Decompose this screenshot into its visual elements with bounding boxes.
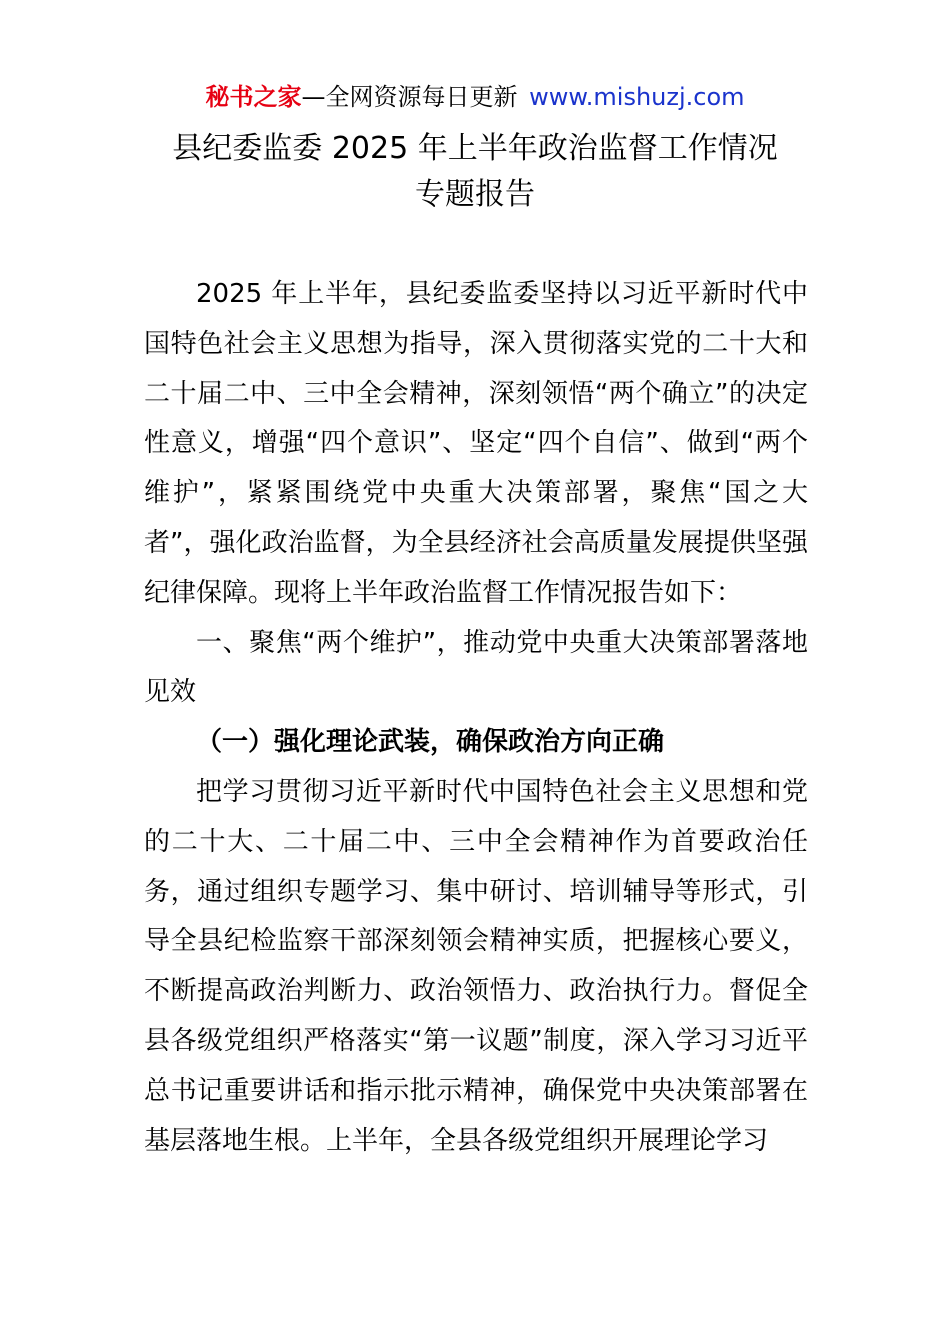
title-line-2: 专题报告 xyxy=(415,177,535,212)
title-line-1: 县纪委监委 2025 年上半年政治监督工作情况 xyxy=(172,131,778,166)
subsection-heading-1: （一）强化理论武装，确保政治方向正确 xyxy=(196,727,665,758)
brand-name: 秘书之家 xyxy=(205,83,302,111)
intro-paragraph: 2025 年上半年，县纪委监委坚持以习近平新时代中国特色社会主义思想为指导，深入贯彻落实党的二十大和二十届二中、三中全会精神，深刻领悟“两个确立”的决定性意义，增强“四个意识”、坚定“四个自信”、做到“两个维护”，紧紧围绕党中央重大决策部署，聚焦“国之大者”，强化政治监督，为全县经济社会高质量发展提供坚强纪律保障。现将上半年政治监督工作情况报告如下： xyxy=(144,279,808,608)
site-watermark-header xyxy=(0,80,950,114)
document-body xyxy=(144,270,808,1166)
section-heading-1: 一、聚焦“两个维护”，推动党中央重大决策部署落地见效 xyxy=(144,627,808,708)
site-url-link[interactable]: www.mishuzj.com xyxy=(529,83,745,111)
brand-tagline: —全网资源每日更新 xyxy=(301,83,518,111)
document-title xyxy=(0,126,950,218)
body-paragraph-2: 把学习贯彻习近平新时代中国特色社会主义思想和党的二十大、二十届二中、三中全会精神作为首要政治任务，通过组织专题学习、集中研讨、培训辅导等形式，引导全县纪检监察干部深刻领会精神实质，把握核心要义，不断提高政治判断力、政治领悟力、政治执行力。督促全县各级党组织严格落实“第一议题”制度，深入学习习近平总书记重要讲话和指示批示精神，确保党中央决策部署在基层落地生根。上半年，全县各级党组织开展理论学习 xyxy=(144,776,808,1156)
